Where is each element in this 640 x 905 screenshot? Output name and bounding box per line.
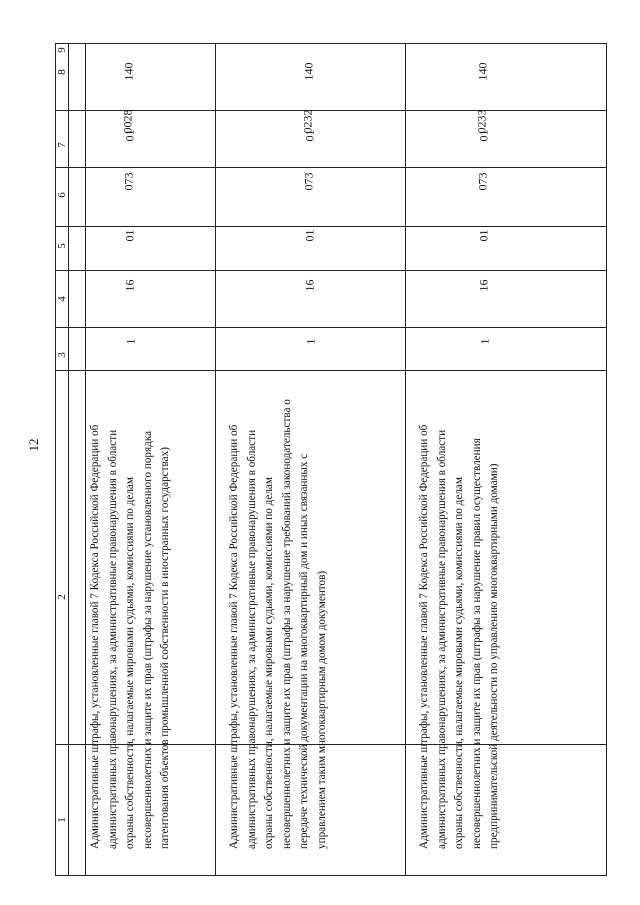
col-divider — [56, 270, 606, 271]
row-2-col6: 073 — [301, 172, 316, 191]
row-3-col5: 01 — [476, 229, 491, 242]
row-divider — [68, 44, 69, 875]
row-2-col7: 01 — [302, 129, 317, 142]
col-header-6: 6 — [56, 192, 68, 198]
col-divider — [56, 167, 606, 168]
row-divider — [405, 44, 406, 875]
row-2-description: Административные штрафы, установленные главой 7 Кодекса Российской Федерации об административных правонарушениях, за административные правонарушения в области охраны собственности, налагаемые мировыми судьями, комиссиями по делам несовершеннолетних и защите их прав (штрафы за нарушение требований законодательства о передаче технической документации на многоквартирный дом и иных связанных с управлением таким многоквартирным домом документов) — [228, 399, 328, 849]
row-2-col5: 01 — [302, 229, 317, 242]
col-header-3: 3 — [56, 352, 68, 358]
row-2-col4: 16 — [302, 279, 317, 292]
row-1-col9: 140 — [121, 62, 136, 81]
row-3-col4: 16 — [476, 279, 491, 292]
fee-table — [55, 43, 607, 876]
row-divider — [85, 44, 86, 875]
row-2-col9: 140 — [301, 62, 316, 81]
row-1-description: Административные штрафы, установленные главой 7 Кодекса Российской Федерации об административных правонарушениях, за административные правонарушения в области охраны собственности, налагаемые мировыми судьями, комиссиями по делам несовершеннолетних и защите их прав (штрафы за нарушение установленного порядка патентования объектов промышленной собственности в иностранных государствах) — [89, 424, 172, 849]
row-3-col8: 0233 — [474, 109, 489, 134]
col-header-5: 5 — [56, 243, 68, 249]
row-divider — [215, 44, 216, 875]
row-3-col9: 140 — [475, 62, 490, 81]
col-header-7: 7 — [56, 142, 68, 148]
row-3-col3: 1 — [477, 338, 492, 345]
col-divider — [56, 226, 606, 227]
col-header-1: 1 — [56, 817, 68, 823]
col-divider — [56, 327, 606, 328]
row-3-col7: 01 — [476, 129, 491, 142]
row-2-col3: 1 — [303, 338, 318, 345]
row-1-col4: 16 — [122, 279, 137, 292]
row-1-col8: 0028 — [120, 109, 135, 134]
row-1-col7: 01 — [122, 129, 137, 142]
row-1-col6: 073 — [121, 172, 136, 191]
row-3-col6: 073 — [475, 172, 490, 191]
col-divider — [56, 370, 606, 371]
row-1-col3: 1 — [123, 338, 138, 345]
row-1-col5: 01 — [122, 229, 137, 242]
col-header-9: 9 — [56, 47, 68, 53]
row-2-col8: 0232 — [300, 109, 315, 134]
col-header-2: 2 — [56, 594, 68, 600]
col-header-4: 4 — [56, 296, 68, 302]
row-3-description: Административные штрафы, установленные главой 7 Кодекса Российской Федерации об административных правонарушениях, за административные правонарушения в области охраны собственности, налагаемые мировыми судьями, комиссиями по делам несовершеннолетних и защите их прав (штрафы за нарушение правил осуществления предпринимательской деятельности по управлению многоквартирными домами) — [418, 424, 501, 849]
col-divider — [56, 110, 606, 111]
col-header-8: 8 — [56, 69, 68, 75]
page-number: 12 — [26, 438, 41, 452]
